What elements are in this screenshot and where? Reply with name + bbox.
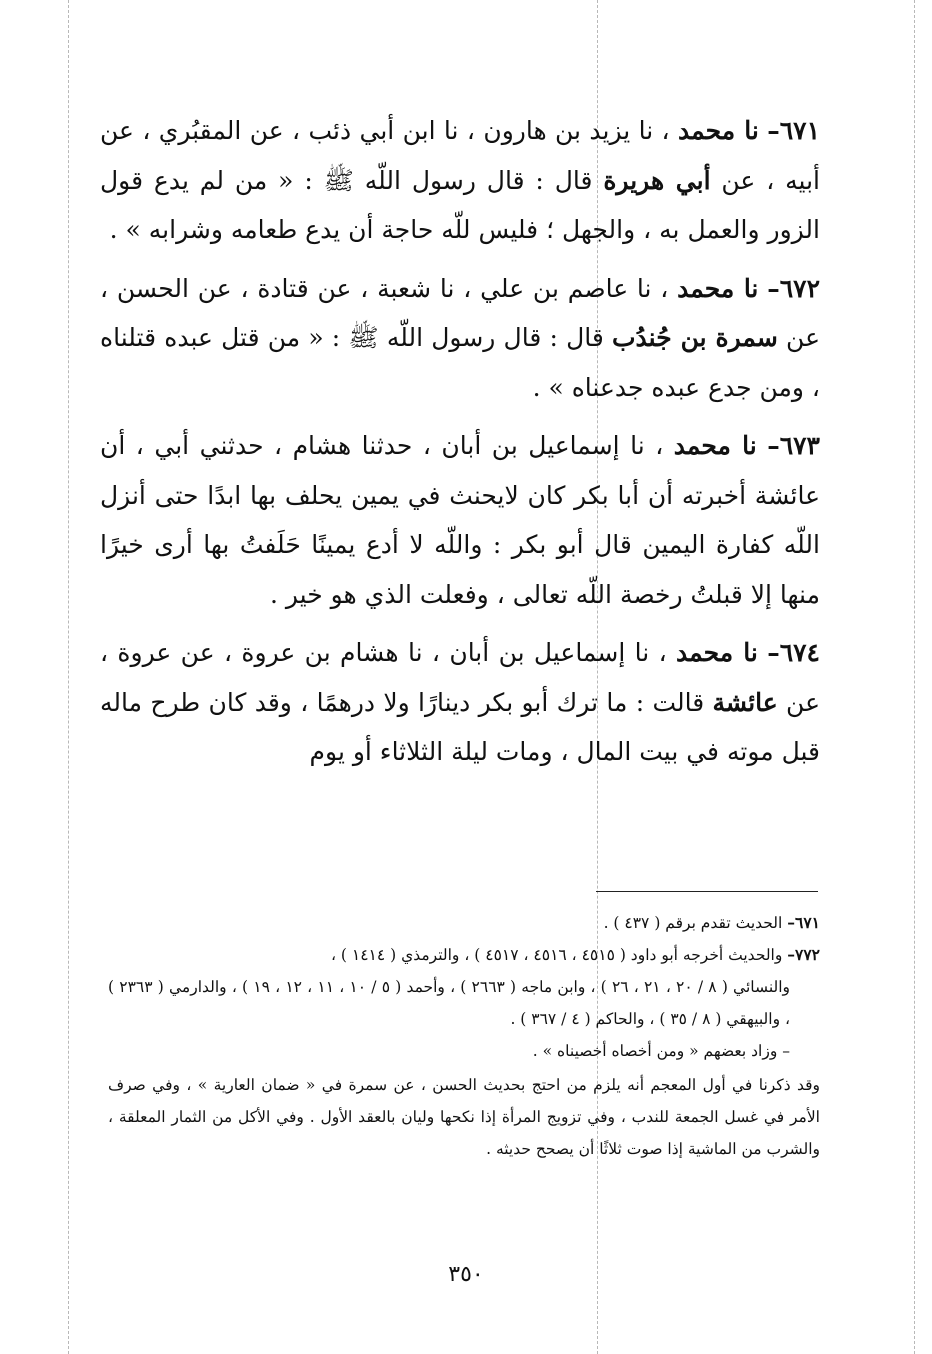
footnotes (108, 907, 820, 1165)
footnote-672-addition (108, 1035, 820, 1067)
footnote-text: الحديث تقدم برقم ( ٤٣٧ ) . (603, 914, 788, 932)
hadith-narrator: أبي هريرة (603, 165, 711, 195)
hadith-672 (100, 264, 820, 413)
hadith-number: ٦٧٣– (767, 431, 820, 460)
hadith-text: ، نا يزيد بن هارون ، نا ابن أبي ذئب ، عن المقبُري ، عن أبيه ، عن (100, 116, 820, 195)
footnote-separator (596, 891, 818, 892)
hadith-opening: نا محمد (676, 638, 758, 667)
footnote-672-remark (108, 1069, 820, 1165)
footnote-number: ٦٧١– (787, 913, 820, 932)
hadith-671 (100, 106, 820, 255)
footnote-672-continued (108, 971, 820, 1035)
hadith-text: ، نا إسماعيل بن أبان ، حدثنا هشام ، حدثني أبي ، أن عائشة أخبرته أن أبا بكر كان لايحنث في يمين يحلف بها ابدًا حتى أنزل اللّه كفارة اليمين قال أبو بكر : واللّه لا أدع يمينًا حَلَفتُ بها أرى خيرًا منها إلا قبلتُ رخصة اللّه تعالى ، وفعلت الذي هو خير . (100, 431, 820, 609)
footnote-text: والحديث أخرجه أبو داود ( ٤٥١٥ ، ٤٥١٦ ، ٤٥١٧ ) ، والترمذي ( ١٤١٤ ) ، (330, 946, 788, 964)
footnote-text: وقد ذكرنا في أول المعجم أنه يلزم من احتج بحديث الحسن ، عن سمرة في « ضمان العارية » ، وفي صرف الأمر في غسل الجمعة للندب ، وفي تزويج المرأة إذا نكحها وليان بالعقد الأول . وفي الأكل من الثمار المعلقة ، والشرب من الماشية إذا صوت ثلاثًا أن يصحح حديثه . (108, 1076, 821, 1158)
hadith-opening: نا محمد (677, 273, 759, 303)
footnote-671 (108, 907, 820, 939)
hadith-number: ٦٧٢– (767, 273, 821, 303)
hadith-text: قال : قال رسول اللّه ﷺ : « من قتل عبده قتلناه ، ومن جدع عبده جدعناه » . (100, 323, 820, 402)
hadith-number: ٦٧١– (767, 116, 821, 145)
footnote-672 (108, 939, 820, 971)
hadith-674 (100, 628, 820, 777)
hadith-text: ، نا إسماعيل بن أبان ، نا هشام بن عروة ، عن عروة ، عن (100, 638, 820, 717)
hadith-number: ٦٧٤– (767, 638, 820, 667)
hadith-opening: نا محمد (673, 431, 757, 460)
scan-fold-line (914, 0, 915, 1354)
footnote-text: – وزاد بعضهم « ومن أخصاه أخصيناه » . (532, 1042, 790, 1060)
page-number: ٣٥٠ (448, 1262, 484, 1287)
hadith-body (100, 106, 820, 786)
hadith-text: ، نا عاصم بن علي ، نا شعبة ، عن قتادة ، عن الحسن ، عن (100, 273, 820, 352)
footnote-text: والنسائي ( ٨ / ٢٠ ، ٢١ ، ٢٦ ) ، وابن ماجه ( ٢٦٦٣ ) ، وأحمد ( ٥ / ١٠ ، ١١ ، ١٢ ، ١٩ ) ، والدارمي ( ٢٣٦٣ ) ، والبيهقي ( ٨ / ٣٥ ) ، والحاكم ( ٤ / ٣٦٧ ) . (108, 978, 791, 1028)
hadith-text: قالت : ما ترك أبو بكر دينارًا ولا درهمًا ، وقد كان طرح ماله قبل موته في بيت المال ، ومات ليلة الثلاثاء أو يوم (100, 687, 820, 766)
footnote-number: ٧٧٢– (787, 945, 820, 964)
hadith-text: قال : قال رسول اللّه ﷺ : « من لم يدع قول الزور والعمل به ، والجهل ؛ فليس للّه حاجة أن يدع طعامه وشرابه » . (100, 165, 820, 244)
scan-fold-line (68, 0, 69, 1354)
hadith-673 (100, 421, 820, 619)
hadith-narrator: عائشة (712, 687, 778, 717)
hadith-narrator: سمرة بن جُندُب (612, 323, 778, 352)
hadith-opening: نا محمد (678, 116, 759, 145)
